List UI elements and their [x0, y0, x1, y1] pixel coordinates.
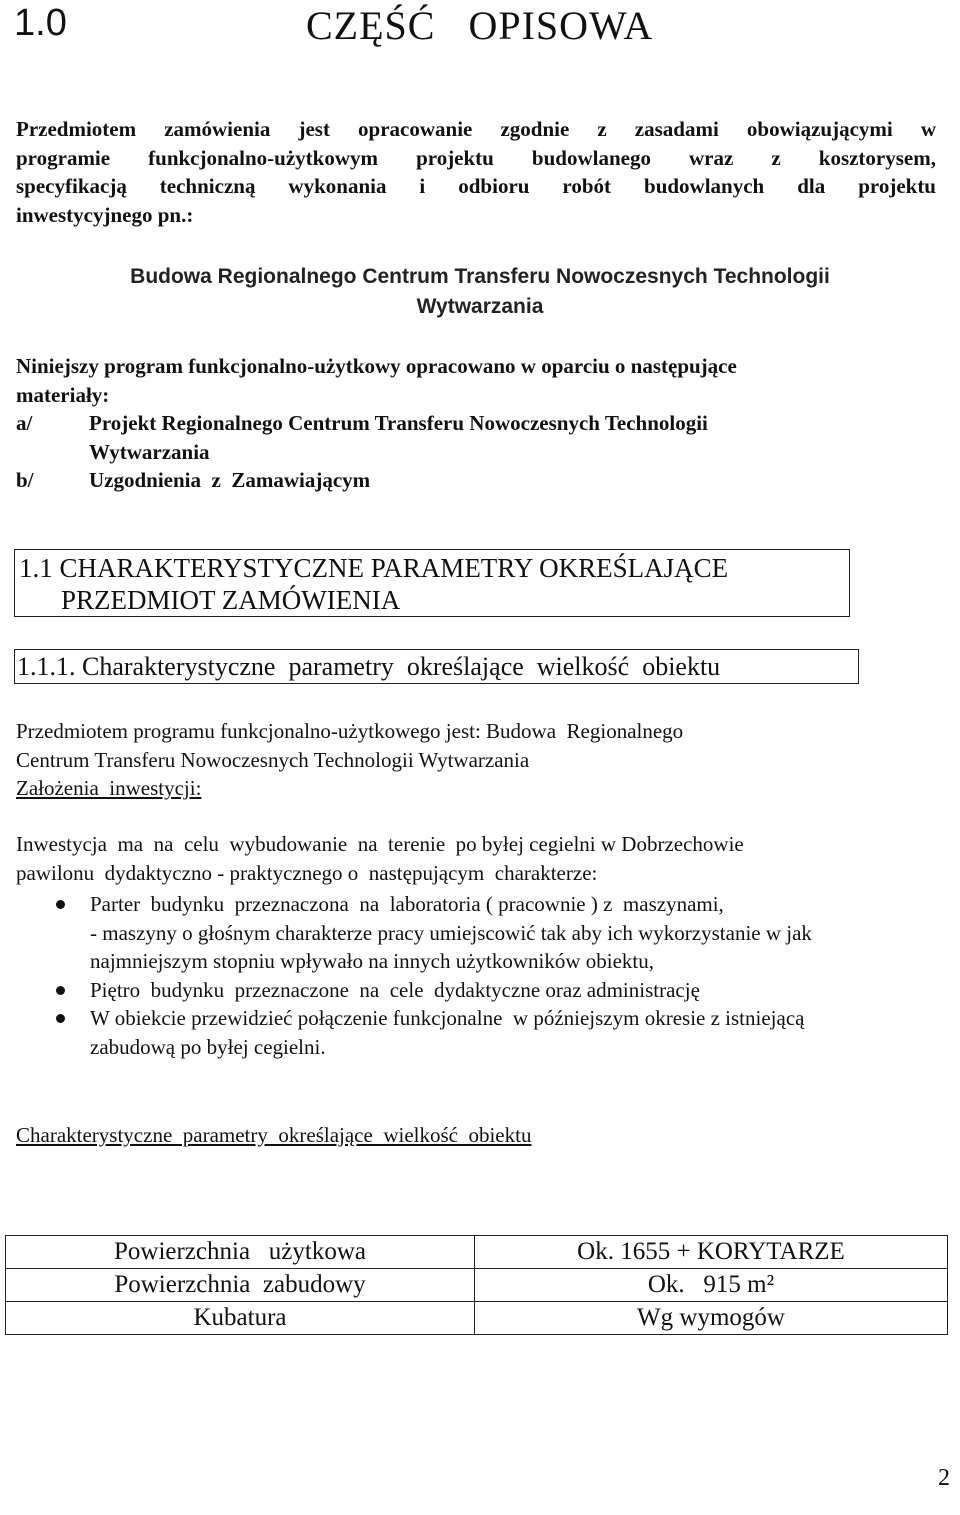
materials-item — [16, 409, 916, 466]
section-1-1-heading — [14, 549, 850, 617]
table-row — [6, 1302, 948, 1335]
param-label: Kubatura — [6, 1302, 475, 1335]
materials-intro: materiały: — [16, 382, 110, 407]
heading-number: 1.0 — [14, 2, 67, 44]
materials-item-key: a/ — [16, 411, 33, 435]
bullet-item — [16, 890, 946, 976]
materials-item — [16, 466, 916, 495]
bullet-icon — [56, 1014, 65, 1023]
bullet-line: Parter budynku przeznaczona na laboratoria ( pracownie ) z maszynami, — [90, 892, 724, 916]
project-title — [0, 262, 960, 322]
bullet-line: W obiekcie przewidzieć połączenie funkcjonalne w późniejszym okresie z istniejącą — [90, 1006, 805, 1030]
param-value: Ok. 915 m² — [475, 1269, 948, 1302]
bullet-line: Piętro budynku przeznaczone na cele dydaktyczne oraz administrację — [90, 977, 700, 1002]
subject-line: Centrum Transferu Nowoczesnych Technologii Wytwarzania — [16, 747, 530, 772]
page-number: 2 — [938, 1465, 950, 1491]
investment-paragraph — [16, 830, 936, 887]
param-label: Powierzchnia użytkowa — [6, 1236, 475, 1269]
intro-paragraph — [16, 115, 936, 229]
project-title-line: Wytwarzania — [416, 295, 544, 318]
section-1-1-1-heading: 1.1.1. Charakterystyczne parametry określające wielkość obiektu — [14, 649, 859, 684]
heading-title: CZĘŚĆ OPISOWA — [306, 3, 654, 48]
materials-item-text: Projekt Regionalnego Centrum Transferu Nowoczesnych Technologii — [89, 411, 708, 435]
table-row — [6, 1236, 948, 1269]
project-title-line: Budowa Regionalnego Centrum Transferu Nowoczesnych Technologii — [130, 265, 830, 288]
section-1-1-line: PRZEDMIOT ZAMÓWIENIA — [61, 585, 401, 615]
param-label: Powierzchnia zabudowy — [6, 1269, 475, 1302]
bullet-item — [16, 976, 946, 1005]
bullet-item — [16, 1004, 946, 1061]
bullet-list — [16, 890, 946, 1061]
intro-line: Przedmiotem zamówienia jest opracowanie zgodnie z zasadami obowiązującymi w — [16, 117, 936, 141]
materials-item-text: Wytwarzania — [89, 439, 210, 464]
table-row — [6, 1269, 948, 1302]
bullet-icon — [56, 900, 65, 909]
materials-section — [16, 352, 916, 495]
bullet-line: zabudową po byłej cegielni. — [90, 1034, 326, 1059]
bullet-icon — [56, 986, 65, 995]
materials-item-text: Uzgodnienia z Zamawiającym — [89, 468, 371, 492]
bullet-line: najmniejszym stopniu wpływało na innych użytkowników obiektu, — [90, 949, 655, 973]
intro-line: specyfikacją techniczną wykonania i odbioru robót budowlanych dla projektu — [16, 174, 936, 198]
investment-line: pawilonu dydaktyczno - praktycznego o następującym charakterze: — [16, 860, 598, 885]
assumptions-label: Założenia inwestycji: — [16, 776, 202, 800]
subject-line: Przedmiotem programu funkcjonalno-użytkowego jest: Budowa Regionalnego — [16, 719, 684, 743]
param-value: Ok. 1655 + KORYTARZE — [475, 1236, 948, 1269]
subject-paragraph — [16, 717, 876, 803]
investment-line: Inwestycja ma na celu wybudowanie na terenie po byłej cegielni w Dobrzechowie — [16, 832, 744, 856]
intro-line: programie funkcjonalno-użytkowym projektu budowlanego wraz z kosztorysem, — [16, 145, 936, 170]
section-1-1-line: 1.1 CHARAKTERYSTYCZNE PARAMETRY OKREŚLAJĄCE — [19, 553, 729, 583]
materials-item-key: b/ — [16, 468, 34, 492]
materials-intro: Niniejszy program funkcjonalno-użytkowy opracowano w oparciu o następujące — [16, 354, 737, 378]
params-table — [5, 1235, 948, 1335]
params-heading: Charakterystyczne parametry określające wielkość obiektu — [16, 1123, 532, 1147]
param-value: Wg wymogów — [475, 1302, 948, 1335]
intro-line: inwestycyjnego pn.: — [16, 202, 194, 227]
bullet-line: - maszyny o głośnym charakterze pracy umiejscowić tak aby ich wykorzystanie w jak — [90, 920, 812, 945]
